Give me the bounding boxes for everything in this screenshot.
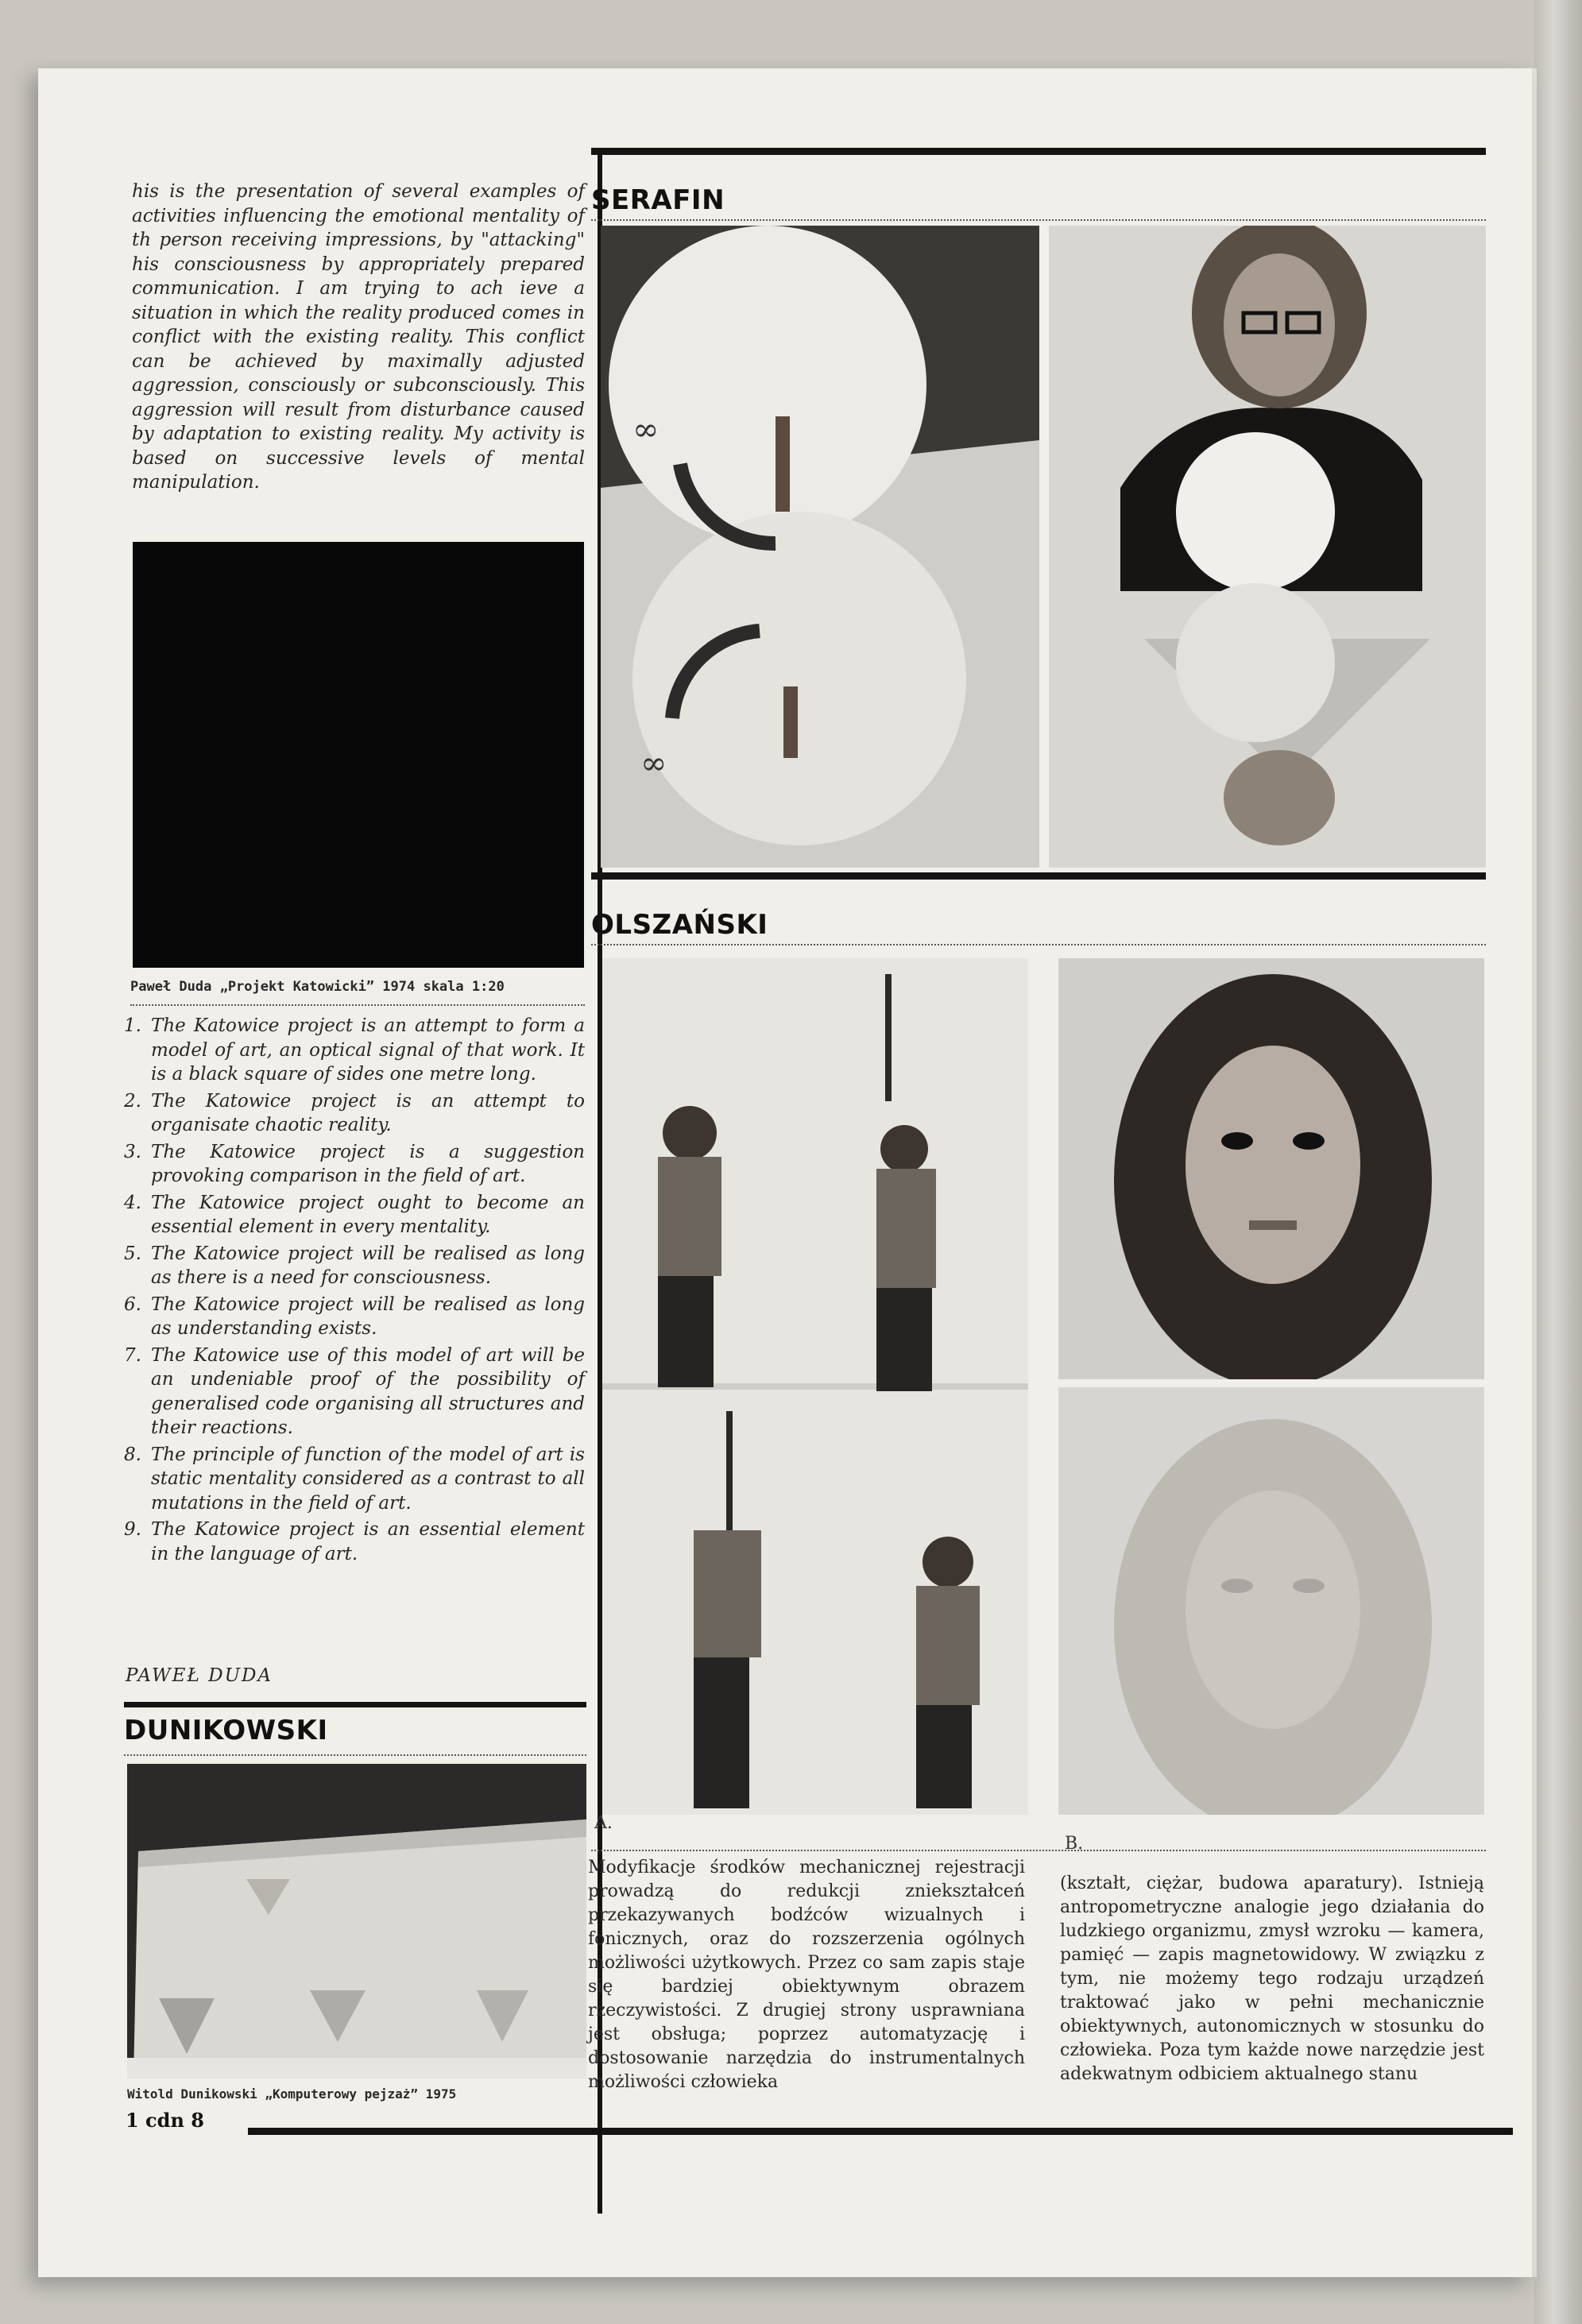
list-item <box>124 1344 585 1440</box>
list-item-number: 5. <box>124 1243 141 1264</box>
svg-text:∞: ∞ <box>632 412 659 448</box>
list-item-number: 7. <box>124 1344 141 1366</box>
list-item-text: The Katowice project will be realised as long as understanding exists. <box>151 1293 585 1339</box>
list-item <box>124 1443 585 1516</box>
list-item-number: 4. <box>124 1192 141 1213</box>
duda-caption: Paweł Duda „Projekt Katowicki” 1974 skala 1:20 <box>130 979 505 995</box>
list-item-number: 9. <box>124 1519 141 1540</box>
dunikowski-photo <box>127 1764 586 2078</box>
list-item-text: The Katowice project is an attempt to form a model of art, an optical signal of that work. It is a black square of sides one metre long. <box>151 1015 585 1085</box>
serafin-photo-discs <box>601 226 1039 868</box>
heading-olszanski-underline <box>591 944 1486 945</box>
katowice-project-list <box>124 1014 585 1568</box>
list-item <box>124 1242 585 1290</box>
list-item-text: The Katowice project will be realised as long as there is a need for consciousness. <box>151 1243 585 1288</box>
black-square-artwork <box>133 542 584 968</box>
list-item-text: The Katowice project ought to become an essential element in every mentality. <box>151 1192 585 1237</box>
olszanski-photo-b-faded <box>1058 1387 1484 1815</box>
heading-serafin: SERAFIN <box>591 184 725 216</box>
footer-rule <box>248 2128 1513 2135</box>
olszanski-photo-a <box>602 958 1028 1815</box>
label-a: A. <box>594 1813 613 1833</box>
list-item-text: The principle of function of the model of art is static mentality considered as a contrast to all mutations in the field of art. <box>151 1444 585 1514</box>
list-item-number: 1. <box>124 1015 141 1036</box>
dunikowski-caption: Witold Dunikowski „Komputerowy pejzaż” 1975 <box>127 2086 457 2102</box>
polish-text-column-1: Modyfikacje środków mechanicznej rejestracji prowadzą do redukcji zniekształceń przekazywanych bodźców wizualnych i fonicznych, oraz do rozszerzenia ogólnych możliwości użytkowych. Przez co sam zapis staje się bardziej obiektywnym obrazem rzeczywistości. Z drugiej strony usprawniana jest obsługa; poprzez automatyzację i dostosowanie narzędzia do instrumentalnych możliwości człowieka <box>588 1858 1025 2092</box>
list-item-number: 6. <box>124 1293 141 1315</box>
list-item <box>124 1014 585 1087</box>
list-item <box>124 1140 585 1189</box>
page-number: 1 cdn 8 <box>126 2109 204 2132</box>
svg-text:∞: ∞ <box>640 745 667 782</box>
caption-divider <box>130 1004 585 1006</box>
list-item <box>124 1191 585 1239</box>
polish-text-column-2: (kształt, ciężar, budowa aparatury). Istnieją antropometryczne analogie jego działania do ludzkiego organizmu, zmysł wzroku — kamera, pamięć — zapis magnetowidowy. W związku z tym, nie możemy tego rodzaju urządzeń traktować jako w pełni mechanicznie obiektywnych, autonomicznych w stosunku do człowieka. Poza tym każde nowe narzędzie jest adekwatnym odbiciem aktualnego stanu <box>1060 1874 1484 2084</box>
list-item-number: 8. <box>124 1444 141 1465</box>
heading-serafin-underline <box>591 219 1486 221</box>
list-item-text: The Katowice project is an essential element in the language of art. <box>151 1519 585 1564</box>
polish-text-divider <box>591 1850 1486 1851</box>
list-item <box>124 1518 585 1566</box>
section-rule-serafin <box>591 148 1486 155</box>
olszanski-photo-b-portrait <box>1058 958 1484 1379</box>
section-rule-olszanski <box>591 872 1486 880</box>
list-item-number: 3. <box>124 1141 141 1162</box>
heading-dunikowski: DUNIKOWSKI <box>124 1715 328 1746</box>
list-item-text: The Katowice use of this model of art will be an undeniable proof of the possibility of generalised code organising all structures and their reactions. <box>151 1344 585 1438</box>
magazine-binding-edge <box>1534 0 1582 2324</box>
duda-signature: PAWEŁ DUDA <box>126 1665 273 1686</box>
heading-olszanski: OLSZAŃSKI <box>591 909 768 941</box>
list-item <box>124 1293 585 1341</box>
intro-paragraph: his is the presentation of several examples of activities influencing the emotional mentality of th person receiving impressions, by "attacking" his consciousness by appropriately prepared communication. I am trying to ach ieve a situation in which the reality produced comes in conflict with the existing reality. This conflict can be achieved by maximally adjusted aggression, consciously or subconsciously. This aggression will result from disturbance caused by adaptation to existing reality. My activity is based on successive levels of mental manipulation. <box>132 181 585 493</box>
list-item-number: 2. <box>124 1090 141 1112</box>
heading-dunikowski-underline <box>124 1754 586 1756</box>
magazine-page <box>38 68 1532 2277</box>
list-item <box>124 1089 585 1138</box>
serafin-photo-artist <box>1049 226 1486 868</box>
label-b: B. <box>1065 1834 1084 1854</box>
list-item-text: The Katowice project is a suggestion provoking comparison in the field of art. <box>151 1141 585 1186</box>
list-item-text: The Katowice project is an attempt to organisate chaotic reality. <box>151 1090 585 1135</box>
section-rule-dunikowski <box>124 1702 586 1707</box>
